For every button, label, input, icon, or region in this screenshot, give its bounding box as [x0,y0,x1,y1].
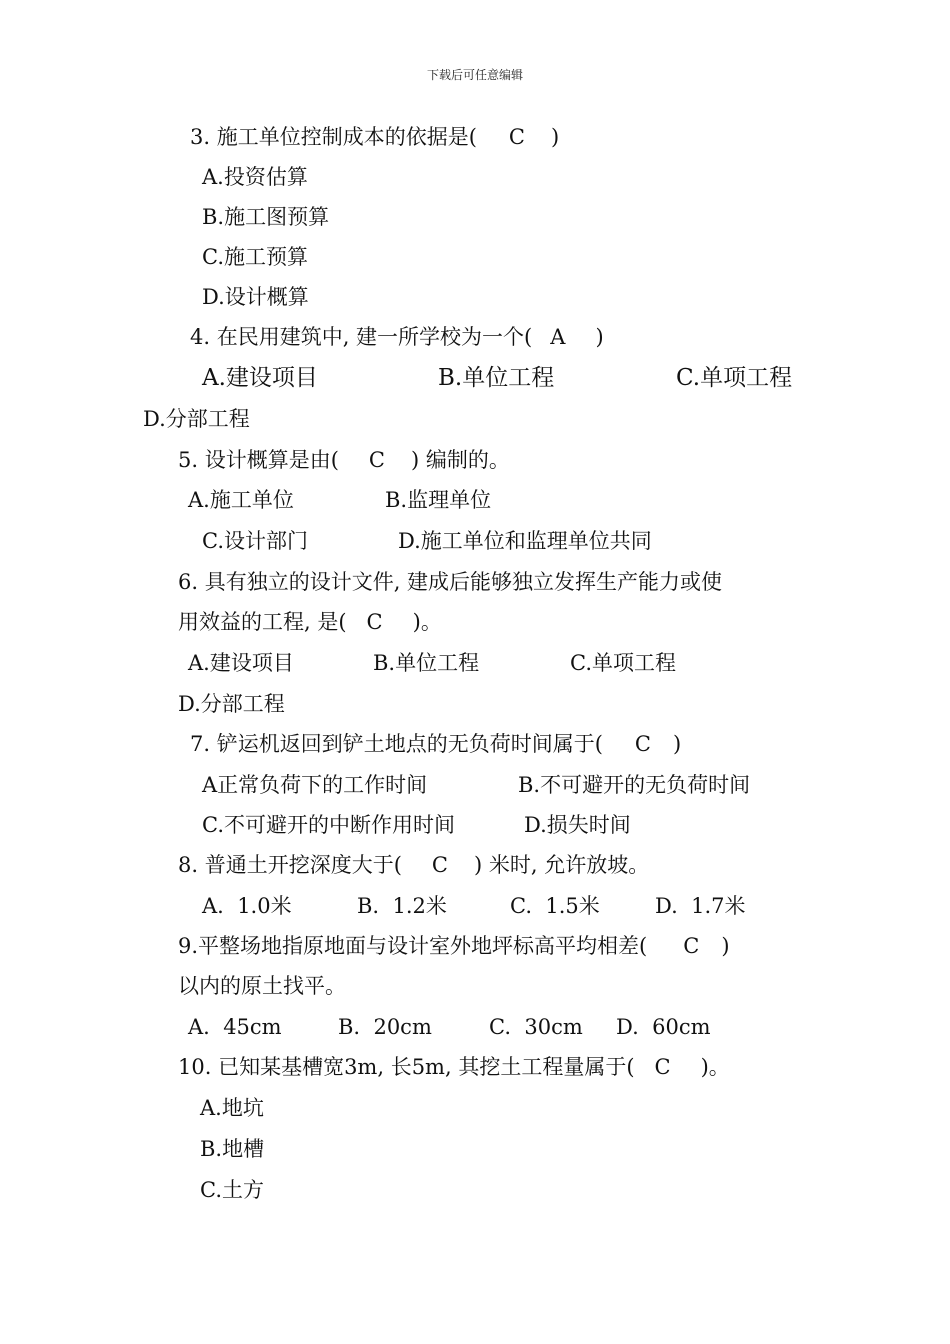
question-5-option-c: C.设计部门 [202,529,308,553]
question-6-answer: C [366,610,383,634]
question-5-answer: C [368,448,385,472]
question-7-answer: C [634,732,651,756]
question-5-option-a: A.施工单位 [188,488,294,512]
question-9-option-b: B. 20cm [338,1015,432,1039]
question-7 [190,731,681,757]
question-4-option-a: A.建设项目 [202,365,318,391]
question-3-option-b: B.施工图预算 [202,205,330,229]
question-9-option-a: A. 45cm [188,1015,282,1039]
page-header: 下载后可任意编辑 [426,68,523,82]
question-9-line-2: 以内的原土找平。 [178,974,346,998]
question-10-option-b: B.地槽 [200,1137,265,1161]
question-6-stem: 用效益的工程, 是( [178,610,347,634]
question-8-answer: C [431,853,448,877]
question-6-option-a: A.建设项目 [188,651,294,675]
question-3-option-c: C.施工预算 [202,245,308,269]
question-4-answer: A [550,325,566,349]
question-5-close: ) 编制的。 [410,448,510,472]
question-5-option-b: B.监理单位 [385,488,492,512]
question-3-stem: 3. 施工单位控制成本的依据是( [190,125,477,149]
question-6-close: )。 [412,610,442,634]
question-6-option-d: D.分部工程 [178,692,285,716]
question-8-option-a: A. 1.0米 [202,894,292,918]
question-4 [190,324,604,350]
question-3-close: ) [550,125,560,149]
question-6-option-b: B.单位工程 [373,651,480,675]
question-5-option-d: D.施工单位和监理单位共同 [398,529,652,553]
question-5 [178,447,510,473]
question-10-option-c: C.土方 [200,1178,264,1202]
question-9-option-d: D. 60cm [616,1015,711,1039]
question-8-option-c: C. 1.5米 [510,894,600,918]
question-3 [190,124,559,150]
question-9-stem: 9.平整场地指原地面与设计室外地坪标高平均相差( [178,934,648,958]
question-9-line-1 [178,933,730,959]
question-4-stem: 4. 在民用建筑中, 建一所学校为一个( [190,325,533,349]
question-10-stem: 10. 已知某基槽宽3m, 长5m, 其挖土工程量属于( [178,1055,635,1079]
question-8-option-d: D. 1.7米 [655,894,746,918]
question-3-option-d: D.设计概算 [202,285,309,309]
question-6-option-c: C.单项工程 [570,651,676,675]
question-9-close: ) [721,934,730,958]
question-6-line-2 [178,609,442,635]
question-8-option-b: B. 1.2米 [357,894,447,918]
question-4-option-c: C.单项工程 [676,365,793,391]
question-4-option-d: D.分部工程 [143,407,250,431]
question-7-option-c: C.不可避开的中断作用时间 [202,813,455,837]
question-9-option-c: C. 30cm [489,1015,583,1039]
question-4-option-b: B.单位工程 [438,365,555,391]
question-7-stem: 7. 铲运机返回到铲土地点的无负荷时间属于( [190,732,603,756]
question-3-answer: C [508,125,525,149]
question-10-answer: C [654,1055,671,1079]
question-4-close: ) [595,325,604,349]
question-8-close: ) 米时, 允许放坡。 [473,853,650,877]
question-9-answer: C [683,934,700,958]
question-5-stem: 5. 设计概算是由( [178,448,339,472]
question-10 [178,1054,730,1080]
question-10-option-a: A.地坑 [200,1096,264,1120]
question-6-line-1: 6. 具有独立的设计文件, 建成后能够独立发挥生产能力或使 [178,570,723,594]
question-8 [178,852,649,878]
question-3-option-a: A.投资估算 [202,165,308,189]
question-7-option-d: D.损失时间 [524,813,631,837]
question-8-stem: 8. 普通土开挖深度大于( [178,853,402,877]
question-7-option-a: A正常负荷下的工作时间 [202,773,428,797]
question-10-close: )。 [700,1055,730,1079]
question-7-option-b: B.不可避开的无负荷时间 [518,773,751,797]
question-7-close: ) [672,732,682,756]
